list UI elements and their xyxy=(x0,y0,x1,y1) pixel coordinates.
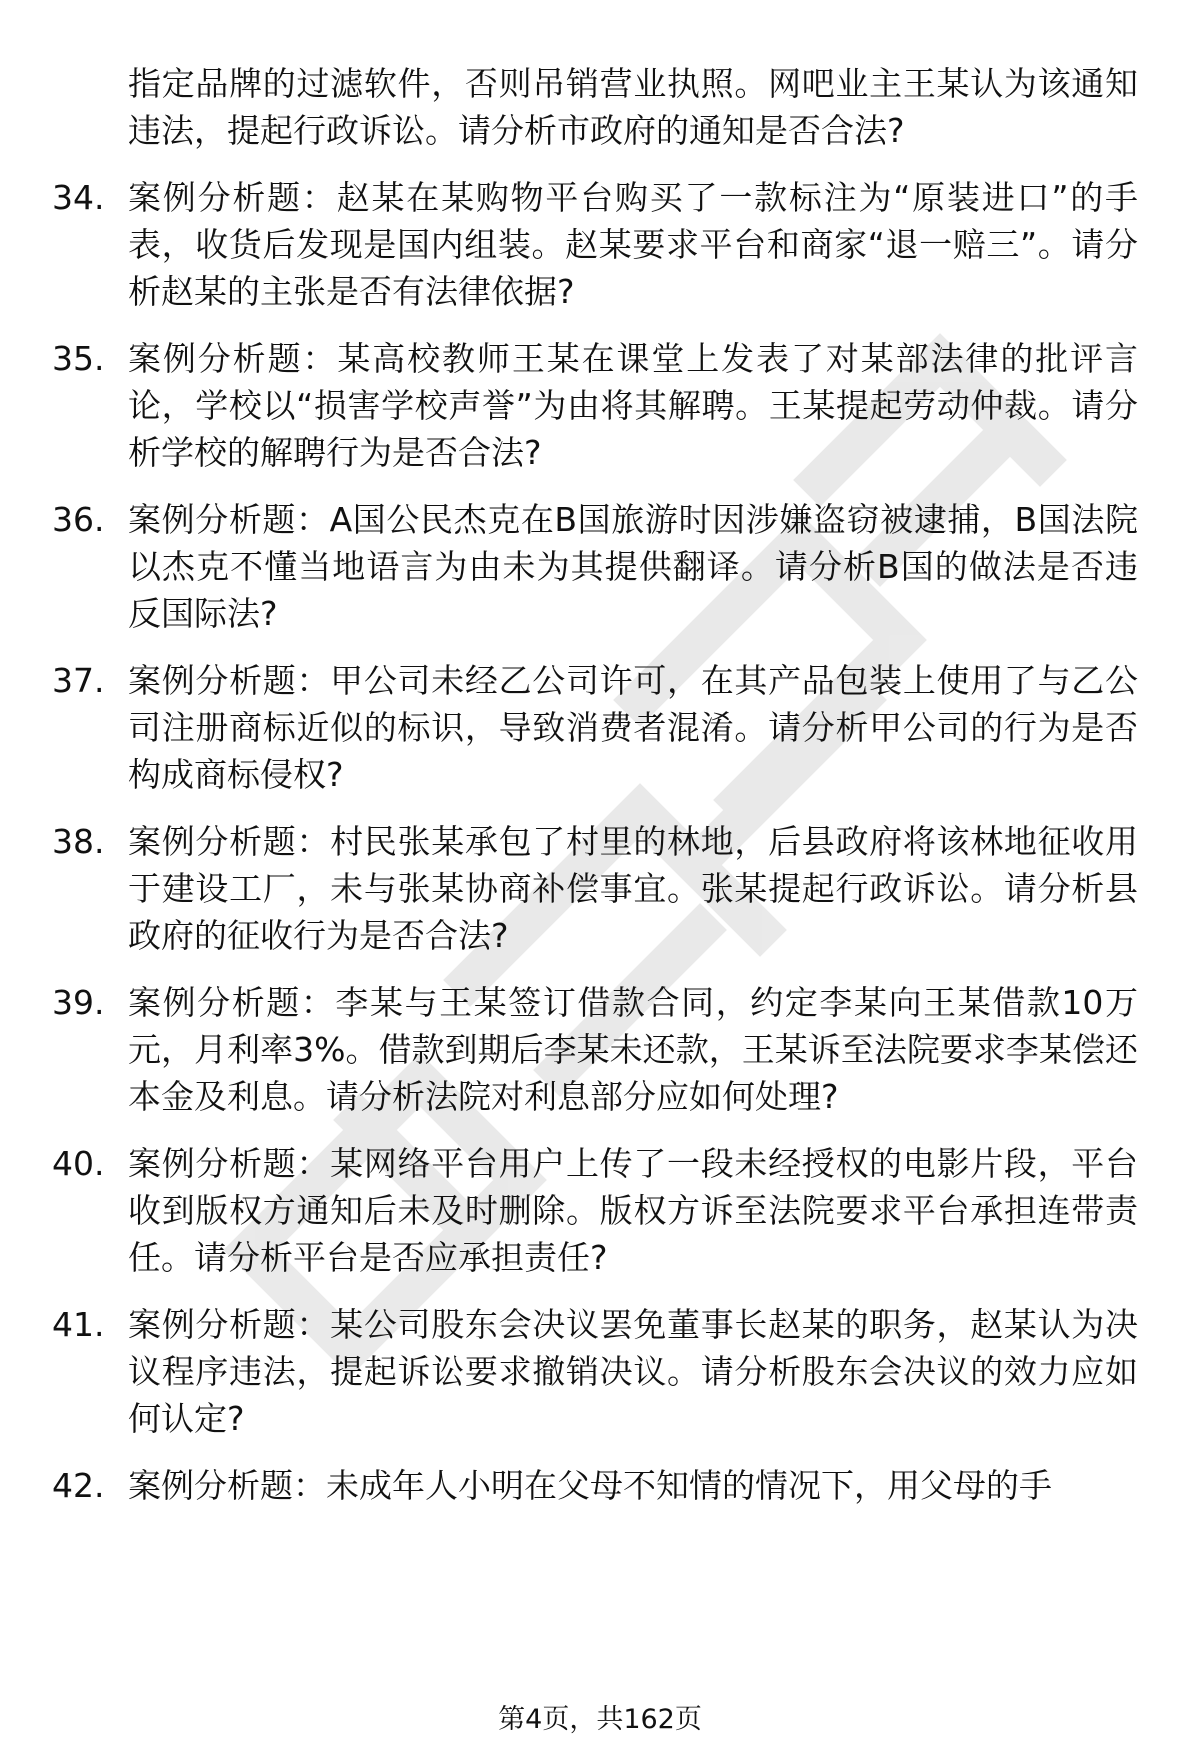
document-body xyxy=(0,60,1200,1529)
question-number: 41. xyxy=(52,1305,105,1344)
question-number: 37. xyxy=(52,661,105,700)
page-footer: 第4页，共162页 xyxy=(498,1704,702,1735)
question-text: 案例分析题：赵某在某购物平台购买了一款标注为“原装进口”的手表，收货后发现是国内组装。赵某要求平台和商家“退一赔三”。请分析赵某的主张是否有法律依据? xyxy=(128,178,1138,311)
question-number: 42. xyxy=(52,1466,105,1505)
question-text: 案例分析题：某网络平台用户上传了一段未经授权的电影片段，平台收到版权方通知后未及时删除。版权方诉至法院要求平台承担连带责任。请分析平台是否应承担责任? xyxy=(128,1144,1138,1277)
question-item xyxy=(0,657,1200,798)
question-item xyxy=(0,1301,1200,1442)
question-item xyxy=(0,1140,1200,1281)
question-text: 案例分析题：A国公民杰克在B国旅游时因涉嫌盗窃被逮捕，B国法院以杰克不懂当地语言为由未为其提供翻译。请分析B国的做法是否违反国际法? xyxy=(128,500,1138,633)
question-number: 35. xyxy=(52,339,105,378)
question-item xyxy=(0,174,1200,315)
question-text: 案例分析题：村民张某承包了村里的林地，后县政府将该林地征收用于建设工厂，未与张某协商补偿事宜。张某提起行政诉讼。请分析县政府的征收行为是否合法? xyxy=(128,822,1138,955)
question-item xyxy=(0,496,1200,637)
question-item xyxy=(0,818,1200,959)
question-text: 案例分析题：未成年人小明在父母不知情的情况下，用父母的手 xyxy=(128,1466,1052,1505)
question-text: 案例分析题：某高校教师王某在课堂上发表了对某部法律的批评言论，学校以“损害学校声誉”为由将其解聘。王某提起劳动仲裁。请分析学校的解聘行为是否合法? xyxy=(128,339,1138,472)
question-number: 40. xyxy=(52,1144,105,1183)
question-number: 38. xyxy=(52,822,105,861)
question-number: 39. xyxy=(52,983,105,1022)
question-item xyxy=(0,335,1200,476)
question-text: 案例分析题：李某与王某签订借款合同，约定李某向王某借款10万元，月利率3%。借款到期后李某未还款，王某诉至法院要求李某偿还本金及利息。请分析法院对利息部分应如何处理? xyxy=(128,983,1138,1116)
question-number: 36. xyxy=(52,500,105,539)
question-text: 案例分析题：甲公司未经乙公司许可，在其产品包装上使用了与乙公司注册商标近似的标识，导致消费者混淆。请分析甲公司的行为是否构成商标侵权? xyxy=(128,661,1138,794)
question-text: 案例分析题：某公司股东会决议罢免董事长赵某的职务，赵某认为决议程序违法，提起诉讼要求撤销决议。请分析股东会决议的效力应如何认定? xyxy=(128,1305,1138,1438)
question-item xyxy=(0,1462,1200,1509)
continued-question-text: 指定品牌的过滤软件，否则吊销营业执照。网吧业主王某认为该通知违法，提起行政诉讼。请分析市政府的通知是否合法? xyxy=(128,64,1138,150)
question-number: 34. xyxy=(52,178,105,217)
question-item xyxy=(0,979,1200,1120)
